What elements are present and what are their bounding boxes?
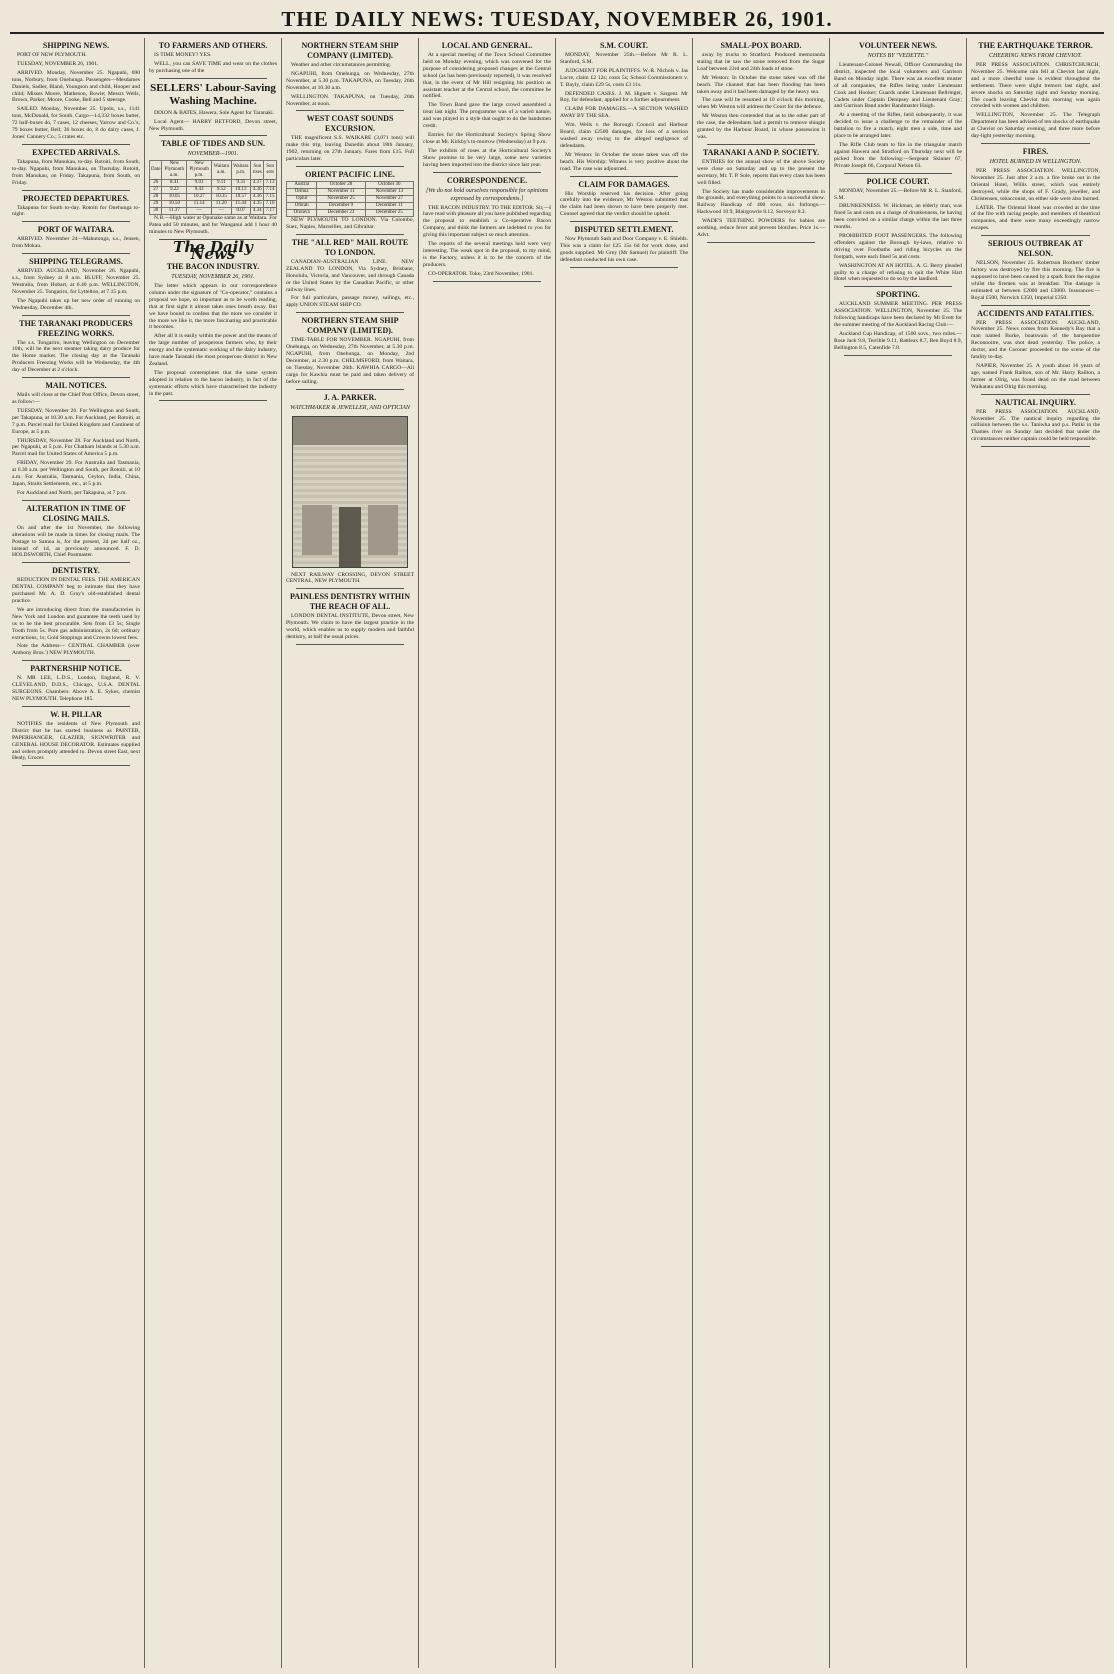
- article-heading: THE TARANAKI PRODUCERS FREEZING WORKS.: [19, 318, 133, 338]
- article-heading: VOLUNTEER NEWS.: [858, 41, 938, 50]
- paragraph: NOTIFIES the residents of New Plymouth and District that he has started business as PAINTER, PAPERHANGER, GLAZIER, SIGNWRITER and GENERAL HOUSE DECORATOR. Estimates supplied and orders promptly attended to. Devon street East, next Healy, Grocer.: [12, 720, 140, 762]
- sailing-row: [287, 196, 414, 203]
- tide-cell: 9.31: [231, 180, 251, 187]
- paragraph: DIXON & BATES, Hawera, Sole Agent for Taranaki.: [154, 109, 275, 116]
- paragraph: For Auckland and North, per Takapuna, at 7 p.m.: [17, 489, 127, 496]
- column-rule: [570, 221, 678, 222]
- paragraph: FRIDAY, November 29. For Australia and Tasmania, at 6.30 a.m. per Wellington and South, per Rotoiti, at 10 a.m. For Australia, Tasmania, Ceylon, India, China, Japan, Straits Settlements, etc., at 5 p.m.: [12, 460, 140, 487]
- article: [286, 393, 414, 590]
- article: [12, 194, 140, 223]
- column-rule: [433, 172, 541, 173]
- paragraph: ARRIVED. November 24—Mahutonga, s.s., Jensen, from Mokau.: [12, 236, 140, 250]
- tide-cell: 9.11: [212, 180, 232, 187]
- tide-row: [150, 208, 277, 215]
- sailing-table: [286, 181, 414, 217]
- article-heading: NORTHERN STEAM SHIP COMPANY (LIMITED).: [301, 316, 399, 336]
- article-heading: EXPECTED ARRIVALS.: [32, 147, 120, 157]
- paragraph: PER PRESS ASSOCIATION. AUCKLAND, November 25. The nautical inquiry regarding the collision between the s.s. Taniwha and p.s. Patiki in the Thames river on Sunday last decided that under the circumstances neither captain could be held responsible.: [971, 408, 1100, 443]
- sailing-cell: November 27: [365, 196, 413, 203]
- paragraph: WELLINGTON. TAKAPUNA, on Tuesday, 26th November, at noon.: [286, 93, 414, 107]
- article-heading: PROJECTED DEPARTURES.: [23, 193, 129, 203]
- column-rule: [296, 312, 404, 313]
- tide-cell: 11.20: [212, 201, 232, 208]
- columns: [8, 38, 1106, 1668]
- article-subheading: [We do not hold ourselves responsible for opinions expressed by correspondents.]: [425, 187, 549, 202]
- paragraph: His Worship reserved his decision. After going carefully into the evidence, Mr Weston submitted that the claim had been shown to have been properly met. Counsel agreed that the verdict should be upheld.: [560, 190, 688, 218]
- article-subheading: HOTEL BURNED IN WELLINGTON.: [989, 158, 1082, 165]
- paragraph: PROHIBITED FOOT PASSENGERS. The following offenders against the Borough by-laws, relative to driving over Footbaths and riding bicycles on the footpath, were each fined 5s and costs.: [834, 233, 962, 260]
- column-rule: [22, 377, 130, 378]
- column-rule: [570, 176, 678, 177]
- tide-cell: 4.34: [251, 208, 264, 215]
- column-rule: [296, 588, 404, 589]
- article: [423, 176, 551, 282]
- paragraph: THE BACON INDUSTRY. TO THE EDITOR. Sir,—I have read with pleasure all you have published regarding the proposal to establish a Co-operative Bacon Company, and think the farmers are indebted to you for giving this important subject so much attention.: [423, 204, 551, 239]
- sailing-row: [287, 203, 414, 210]
- article: [149, 82, 277, 137]
- column-rule: [296, 166, 404, 167]
- paragraph: The reports of the several meetings held were very interesting. The weak spot in the proposal, to my mind, is the Factory, unless it is to be the concern of the producers.: [423, 241, 551, 268]
- shopfront-door: [339, 507, 362, 567]
- paragraph: Auckland Cup Handicap, of 1500 sovs., two miles.—Rose Jack 9.8, Terrible 9.11, Battleax 8.7, Ben Boyd 8.9, Bellington 8.5, Catenfide 7.8.: [834, 331, 962, 351]
- column-rule: [159, 135, 267, 136]
- article-heading: TABLE OF TIDES AND SUN.: [160, 139, 266, 149]
- paragraph: WASHINGTON AT AN HOTEL. A. G. Berry pleaded guilty to a charge of refusing to quit the White Hart Hotel when requested to do so by the landlord.: [834, 262, 962, 283]
- column-2: [145, 38, 282, 1668]
- article-heading: SHIPPING TELEGRAMS.: [29, 257, 123, 267]
- tide-header-cell: Waitara p.m.: [231, 161, 251, 180]
- article: [12, 257, 140, 315]
- paragraph: PORT OF NEW PLYMOUTH.: [17, 52, 87, 58]
- article: [971, 398, 1100, 448]
- tide-row: [150, 201, 277, 208]
- article-heading: CORRESPONDENCE.: [446, 175, 528, 185]
- article: [286, 170, 414, 235]
- tide-cell: 7.15: [265, 194, 275, 200]
- paragraph: N.B.—High water at Opunake same as at Waitara. For Patea add 50 minutes, and for Wanganui add 1 hour 40 minutes to New Plymouth.: [149, 215, 277, 236]
- tide-cell: 10.05: [162, 194, 187, 201]
- tide-cell: 27: [150, 187, 162, 194]
- paragraph: TUESDAY, November 26. For Wellington and South, per Takapuna, at 10.30 a.m. For Auckland, per Rotoiti, at 7 p.m. Parcel mail for United Kingdom and Continent of Europe, at 5 p.m.: [12, 407, 140, 435]
- paragraph: The case will be resumed at 10 o'clock this morning, when Mr Weston will address the Court for the defence.: [697, 97, 825, 111]
- column-rule: [296, 389, 404, 390]
- paragraph: N. MR LEE, L.D.S., London, England, R. V. CLEVELAND, D.D.S., Chicago, U.S.A. DENTAL SURGEONS. Chambers: Above A. E. Sykes, chemist NEW PLYMOUTH. Telephone 185.: [12, 675, 140, 702]
- column-rule: [22, 765, 130, 766]
- paragraph: At a meeting of the Rifles, held subsequently, it was decided to issue a challenge to the remainder of the battalion to fire a match, eight men a side, time and place to be arranged later.: [834, 112, 962, 140]
- paragraph: The exhibits of roses at the Horticultural Society's Show promise to be very large, some new varieties having been imported into the district since last year.: [423, 147, 551, 168]
- article-heading: SERIOUS OUTBREAK AT NELSON.: [988, 239, 1083, 259]
- article: [971, 147, 1100, 236]
- sailing-row: [287, 189, 414, 196]
- tide-cell: 10.13: [231, 187, 251, 194]
- article: [12, 381, 140, 501]
- column-rule: [296, 644, 404, 645]
- article: [971, 309, 1100, 395]
- paragraph: CO-OPERATOR. Toko, 23rd November, 1901.: [428, 270, 534, 277]
- column-rule: [844, 173, 952, 174]
- paragraph: JUDGMENT FOR PLAINTIFFS. W. R. Nichols v. Jas Lucre, claim £2 12s; costs 5s; School Commissioners v. T. Bayly, claim £29 5s, costs £3 11s.: [560, 67, 688, 88]
- article: [834, 290, 962, 355]
- tide-cell: 9.22: [162, 187, 187, 194]
- tide-cell: 7.16: [265, 201, 275, 207]
- sailing-cell: Ophir: [287, 196, 317, 203]
- article-heading: POLICE COURT.: [866, 176, 930, 186]
- article: [12, 664, 140, 707]
- article-subheading: TUESDAY, NOVEMBER 26, 1901.: [171, 273, 255, 280]
- column-rule: [981, 143, 1090, 144]
- tide-row: [150, 194, 277, 201]
- paragraph: SAILED. Monday, November 25. Upolu, s.s., 1141 tons, McDonald, for South. Cargo—14,332 boxes butter, 72 half-boxes do, 7 cases, 12 cheeses, Yarrow and Co.'s; 79 boxes butter, Bell; 36 boxes do, 8 do dairy cases, J. Jones' Cannery Co.; 5 crates etc.: [12, 106, 140, 140]
- paragraph: LONDON DENTAL INSTITUTE, Devon street, New Plymouth. We claim to have the largest practice in the world, which enables us to supply modern and faithful dentistry, at half the usual prices.: [286, 613, 414, 641]
- article-heading: PORT OF WAITARA.: [37, 225, 115, 235]
- column-rule: [296, 234, 404, 235]
- article: [12, 710, 140, 766]
- article-heading: THE BACON INDUSTRY.: [166, 261, 260, 271]
- article: [149, 238, 277, 401]
- tide-cell: 8.41: [162, 180, 187, 187]
- tide-header-cell: New Plymouth p.m.: [187, 161, 212, 180]
- paragraph: NAPIER, November 25. A youth about 16 years of age, named Frank Railton, son of Mr. Harry Railton, a farmer at Olrig, was found dead on the road between Waikatatu and Olrig this morning.: [971, 363, 1100, 390]
- sailing-row: [287, 210, 414, 217]
- tide-cell: 10.57: [231, 194, 251, 201]
- column-rule: [22, 500, 130, 501]
- column-rule: [159, 400, 267, 401]
- article-heading: WEST COAST SOUNDS EXCURSION.: [306, 114, 394, 134]
- paragraph: Entries for the Horticultural Society's Spring Show close at Mr. Kirkby's to-morrow (Wednesday) at 9 p.m.: [423, 131, 551, 145]
- paragraph: away by trucks to Stratford. Produced memoranda stating that he saw the stone removed from the Sugar Loaf between 23rd and 24th loads of stone.: [697, 52, 825, 72]
- paragraph: Takapuna, from Manukau, to-day. Rotoiti, from South, to-day. Ngapuhi, from Manukau, on Thursday. Rotoiti, from Manukau, on Friday. Takapuna, from South, on Friday.: [12, 158, 140, 186]
- article-heading: SPORTING.: [876, 290, 920, 300]
- tide-header-cell: New Plymouth a.m.: [162, 161, 187, 180]
- tide-cell: 4.36: [251, 194, 264, 201]
- tide-cell: 9.43: [187, 187, 212, 194]
- article-heading: S.M. COURT.: [599, 41, 648, 50]
- column-rule: [844, 286, 952, 287]
- paragraph: Local Agent— HARRY RETFORD, Devon street, New Plymouth.: [149, 118, 277, 132]
- tide-cell: —: [187, 208, 212, 215]
- tide-cell: 7.14: [265, 187, 275, 193]
- paragraph: MONDAY, November 25th.—Before Mr R. L. Stanford, S.M.: [560, 52, 688, 65]
- tide-cell: 10.35: [212, 194, 232, 201]
- tide-header-cell: Waitara a.m.: [212, 161, 232, 180]
- article-subheading: WATCHMAKER & JEWELLER, AND OPTICIAN: [290, 404, 410, 411]
- article-heading: ACCIDENTS AND FATALITIES.: [977, 308, 1094, 318]
- column-7: [830, 38, 967, 1668]
- article: [971, 41, 1100, 144]
- paragraph: ENTRIES for the annual show of the above Society were close on Saturday and up to the present the secretary, Mr. T. P. Sole, reports that every class has been well filled.: [697, 158, 825, 186]
- paragraph: WELLINGTON, November 25. The Telegraph Department has been advised of ten shocks of earthquake at Cheviot on Saturday evening, and three more before day-light yesterday morning.: [971, 112, 1100, 140]
- column-rule: [981, 394, 1090, 395]
- column-5: [556, 38, 693, 1668]
- paragraph: The proposal contemplates that the same system adopted in relation to the bacon industry, in fact of the systematic efforts which have characterised the industry in the past.: [149, 369, 277, 397]
- column-rule: [844, 355, 952, 356]
- paragraph: THURSDAY, November 28. For Auckland and North, per Ngapuhi, at 5 p.m. For Chatham Islands at 5.30 a.m. Parcel mail for United States of America 5 p.m.: [12, 437, 140, 458]
- paragraph: MONDAY, November 25.—Before Mr R. L. Stanford, S.M.: [834, 187, 962, 201]
- masthead: [10, 6, 1104, 34]
- paragraph: ARRIVED. Monday, November 25. Ngapuhi, 690 tons, Norbury, from Onehunga. Passengers—Mesdames Daniels, Sadler, Bland, Youngson and child, Hooper and child; Misses Moore, Matheson, Bowie; Messrs Wells, Brown, Parker, Moore, Cooke, Bell and 5 steerage.: [12, 69, 140, 104]
- paragraph: The Town Band gave the large crowd assembled a treat last night. The programme was of a varied nature, and was played in a style that ought to do the bandsmen credit.: [423, 102, 551, 130]
- paragraph: Mr Weston: In October the stone taken was off the beach. His Worship: Witness is very positive about the road. The case was adjourned.: [560, 151, 688, 172]
- article-subheading: NOVEMBER—1901.: [187, 151, 239, 158]
- sailing-cell: Ormuz: [287, 189, 317, 196]
- tide-header-cell: Sun sets: [264, 161, 277, 180]
- article: [12, 566, 140, 661]
- paragraph: NELSON, November 25. Robertson Brothers' timber factory was destroyed by fire this morning. The fire is supposed to have been caused by a spark from the engine whilst the firemen was at breakfast. The damage is estimated at between £2000 and £3000. Insurances:—Royal £500, Norwich £350, Imperial £350.: [971, 260, 1100, 301]
- tide-cell: —: [212, 208, 232, 215]
- article: [560, 41, 688, 177]
- sailing-cell: November 11: [317, 189, 365, 196]
- paragraph: Now Plymouth Sash and Door Company v. E. Shields. This was a claim for £25 15s 6d for work done, and goods supplied. Mr Grey (Mr Samuel) for plaintiff. The defendant conducted his own case.: [560, 236, 688, 263]
- sailing-cell: Omrah: [287, 203, 317, 210]
- paper-title: The Daily News: [173, 238, 253, 264]
- article-heading: MAIL NOTICES.: [45, 381, 107, 391]
- paragraph: We are introducing direct from the manufactories in New York and London and guarantee the teeth used by us to be the best procurable. Sets from £3 5s; Single Tooth from 5s. Pure gas administration, 2s 6d; ordinary extractions, 1s; Gold Stoppings and Crowns lowest fees.: [12, 606, 140, 641]
- column-rule: [22, 562, 130, 563]
- article: [286, 238, 414, 313]
- article: [560, 225, 688, 268]
- article: [286, 592, 414, 645]
- paragraph: DEFENDED CASES. J. M. Hignett v. Sargent. Mr Roy, for defendant, applied for a further adjournment.: [560, 90, 688, 104]
- paragraph: Mails will close at the Chief Post Office, Devon street, as follow:—: [12, 392, 140, 405]
- tide-cell: 4.35: [251, 201, 264, 208]
- sailing-row: [287, 182, 414, 189]
- article: [697, 148, 825, 243]
- paragraph: The Ngapuhi takes up her new order of running on Wednesday, December 4th.: [12, 297, 140, 311]
- paragraph: Mr Weston: In October the stone taken was off the beach. The channel that has been flooding has been taken away and it had been damaged by the heavy sea.: [697, 74, 825, 95]
- article-heading: THE EARTHQUAKE TERROR.: [978, 41, 1093, 50]
- sailing-cell: November 25: [317, 196, 365, 203]
- article-heading: PAINLESS DENTISTRY WITHIN THE REACH OF ALL.: [289, 592, 411, 612]
- paragraph: On and after the 1st November, the following alterations will be made in times for closing mails. The Postage to Samoa is, for the present, 2d per half oz., instead of 1d, as previously announced. F. D. HOLDSWORTH, Chief Postmaster.: [12, 524, 140, 559]
- article-heading: SHIPPING NEWS.: [42, 41, 110, 50]
- tide-cell: 26: [150, 180, 162, 187]
- tide-cell: 4.36: [251, 187, 264, 194]
- column-6: [693, 38, 830, 1668]
- paragraph: Wm. Wells v. the Borough Council and Harbour Board, claim £2500 damages, for loss of a section washed away owing to the alleged negligence of defendants.: [560, 122, 688, 149]
- paragraph: REDUCTION IN DENTAL FEES. THE AMERICAN DENTAL COMPANY beg to intimate that they have purchased Mr. A. D. Gray's old-established dental practice.: [12, 577, 140, 605]
- paragraph: NGAPUHI, from Onehunga, on Wednesday, 27th November, at 5.30 p.m. TAKAPUNA, on Tuesday, 26th November, at 10.30 a.m.: [286, 70, 414, 91]
- sailing-cell: Orotava: [287, 210, 317, 217]
- column-rule: [707, 242, 815, 243]
- column-rule: [22, 660, 130, 661]
- paragraph: DRUNKENNESS. W. Hickman, an elderly man, was fined 5s and costs on a charge of drunkenness, he having been convicted on a similar charge within the last three months.: [834, 203, 962, 231]
- sailing-cell: December 25: [365, 210, 413, 217]
- paragraph: AUCKLAND SUMMER MEETING. PER PRESS ASSOCIATION. WELLINGTON, November 25. The following handicaps have been declared by Mr Evett for the summer meeting of the Auckland Racing Club:—: [834, 301, 962, 329]
- column-3: [282, 38, 419, 1668]
- article-heading: NORTHERN STEAM SHIP COMPANY (LIMITED).: [301, 41, 399, 60]
- tide-cell: 29: [150, 201, 162, 208]
- article: [834, 41, 962, 174]
- column-rule: [22, 253, 130, 254]
- paragraph: The s.s. Tongariro, leaving Wellington on December 10th, will be the next steamer taking dairy produce for the Home market. The closing day at the Taranaki Producers Freezing Works will be Wednesday, the 4th day of December at 2 o'clock.: [12, 339, 140, 374]
- column-rule: [22, 221, 130, 222]
- article-heading: THE "ALL RED" MAIL ROUTE TO LONDON.: [291, 237, 409, 257]
- paragraph: WELL, you can SAVE TIME and wear on the clothes by purchasing one of the: [149, 60, 277, 74]
- column-rule: [433, 281, 541, 282]
- article-heading: PARTNERSHIP NOTICE.: [30, 664, 122, 674]
- article: [834, 177, 962, 288]
- paragraph: PER PRESS ASSOCIATION. WELLINGTON, November 25. Just after 2 a.m. a fire broke out in the Oriental Hotel, Willis street, which was entirely destroyed, while the shops of F. Grady, jeweller, and Christensen, tobacconist, on either side were also burned.: [971, 167, 1100, 202]
- paragraph: PER PRESS ASSOCIATION. CHRISTCHURCH, November 25. Welcome rain fell at Cheviot last night, and a more cheerful tone is evident throughout the settlement. There were slight tremors last night, and severe shocks on Saturday night and Sunday morning. The coach leaving Cheviot this morning was again crowded with women and children.: [971, 62, 1100, 110]
- article: [12, 148, 140, 191]
- article-heading: DENTISTRY.: [52, 566, 100, 576]
- tide-cell: 0.07: [231, 208, 251, 215]
- tide-cell: 11.37: [162, 208, 187, 215]
- article: [12, 319, 140, 379]
- article-heading: NAUTICAL INQUIRY.: [995, 397, 1076, 407]
- column-1: [8, 38, 145, 1668]
- paragraph: At a special meeting of the Town School Committee held on Monday evening, which was convened for the purpose of considering proposed changes at the Central school (as has been previously reported), it was resolved that, in the event of Mr Hill resigning his position as assistant teacher at the Central school, the committee be notified.: [423, 52, 551, 100]
- paragraph: THE magnificent S.S. WAIKARE (3,071 tons) will make this trip, leaving Dunedin about 18th January, 1902, returning on 27th January. Fares from £15. Full particulars later.: [286, 135, 414, 163]
- article-heading: TARANAKI A AND P. SOCIETY.: [702, 147, 820, 157]
- article-heading: J. A. PARKER.: [323, 392, 377, 402]
- tide-row: [150, 180, 277, 187]
- shopfront-win1: [302, 505, 332, 555]
- paragraph: CANADIAN-AUSTRALIAN LINE. NEW ZEALAND TO LONDON, Via Sydney, Brisbane, Honolulu, Victoria, and Vancouver, and through Canada or the United States by the Canadian Pacific, or other railway lines.: [286, 258, 414, 293]
- tide-cell: 11.14: [187, 201, 212, 208]
- shopfront-illustration: [292, 416, 408, 568]
- shopfront-awning: [293, 417, 407, 445]
- article: [971, 239, 1100, 305]
- article-heading: TO FARMERS AND OTHERS.: [158, 41, 268, 50]
- paragraph: NEXT RAILWAY CROSSING, DEVON STREET CENTRAL, NEW PLYMOUTH.: [286, 571, 414, 585]
- paragraph: ARRIVED. AUCKLAND, November 26. Ngapuhi, s.s., from Sydney at 8 a.m. BLUFF, November 25. Westralia, from Hobart, at 6.40 p.m. WELLINGTON, November 25. Tongariro, for Lyttelton, at 7.15 p.m.: [12, 268, 140, 295]
- paragraph: For full particulars, passage money, sailings, etc., apply UNION STEAM SHIP CO.: [286, 295, 414, 309]
- column-rule: [22, 190, 130, 191]
- tide-cell: 7.13: [265, 180, 275, 186]
- paragraph: Mr Weston then contended that as to the other part of the case, the defendants had a permit to remove shingle granted by the Harbour Board, in whose possession it was.: [697, 113, 825, 140]
- paragraph: TUESDAY, NOVEMBER 26, 1901.: [17, 60, 99, 67]
- tide-cell: 7.17: [265, 208, 275, 214]
- tide-cell: 30: [150, 208, 162, 215]
- paragraph: CLAIM FOR DAMAGES.—A SECTION WASHED AWAY BY THE SEA.: [560, 106, 688, 120]
- paragraph: PER PRESS ASSOCIATION. AUCKLAND, November 25. News comes from Kennedy's Bay that a man named Burke, boatswain of the barquentine Reconnoitre, was shot dead yesterday. The police, a doctor, and the Coroner proceeded to the scene of the fatality to-day.: [971, 319, 1100, 361]
- article-subheading: CHEERING NEWS FROM CHEVIOT.: [989, 53, 1082, 59]
- paragraph: The Rifle Club team to fire in the triangular match against Hawera and Stratford on Thursday next will be picked from the following:—Sergeant Skinner 67, Private Joseph 66, Corporal Nelson 63.: [834, 141, 962, 169]
- article-subheading: NOTES BY "VEDETTE.": [867, 53, 929, 59]
- column-rule: [981, 235, 1090, 236]
- article-heading: LOCAL AND GENERAL.: [441, 41, 533, 50]
- column-rule: [981, 305, 1090, 306]
- advert-headline: SELLERS' Labour-Saving Washing Machine.: [150, 81, 276, 107]
- tide-header-row: [150, 161, 277, 180]
- tide-cell: 9.01: [187, 180, 212, 187]
- paragraph: Takapuna for South to-day. Rotoiti for Onehunga to-night.: [12, 204, 140, 218]
- paragraph: Note the Address— CENTRAL CHAMBER (over Anthony Bros.') NEW PLYMOUTH.: [12, 643, 140, 657]
- column-rule: [707, 144, 815, 145]
- article-heading: ORIENT PACIFIC LINE.: [305, 170, 395, 180]
- article: [286, 41, 414, 111]
- column-rule: [22, 706, 130, 707]
- paragraph: NEW PLYMOUTH TO LONDON. Via Colombo, Suez, Naples, Marseilles, and Gibraltar.: [286, 217, 414, 230]
- tide-row: [150, 187, 277, 194]
- tide-cell: 28: [150, 194, 162, 201]
- masthead-title: THE DAILY NEWS: TUESDAY, NOVEMBER 26, 1901.: [281, 6, 833, 31]
- article: [12, 41, 140, 145]
- tide-table: [149, 160, 277, 215]
- sailing-cell: Austral: [287, 182, 317, 189]
- paragraph: Lieutenant-Colonel Newall, Officer Commanding the district, inspected the local volunteers and Garrison Band on Monday night. There was an excellent muster of all companies, the Rifles being under Lieutenant Cook and Hooker; Guards under Lieutenant Bellringer, Cadets under Captain Dempsey and Lieutenant Gray; and Garrison Band under Bandmaster Haigh.: [834, 62, 962, 110]
- article: [149, 139, 277, 240]
- tide-cell: 10.50: [162, 201, 187, 208]
- article-heading: FIRES.: [1022, 146, 1049, 156]
- sailing-cell: November 13: [365, 189, 413, 196]
- sailing-cell: December 9: [317, 203, 365, 210]
- tide-header-cell: Date: [150, 161, 162, 180]
- paragraph: LATER. The Oriental Hotel was crowded at the time of the fire with racing people, and members of theatrical companies, and there were many exceedingly narrow escapes.: [971, 204, 1100, 232]
- tide-cell: 4.37: [251, 180, 264, 187]
- column-4: [419, 38, 556, 1668]
- article: [697, 41, 825, 145]
- column-rule: [159, 78, 267, 79]
- article: [286, 316, 414, 389]
- article: [560, 180, 688, 223]
- paragraph: The Society has made considerable improvements in the grounds, and everything points to a successful show. Railway Handicap of 400 rows, six furlongs.—Hackwood 10.9, Blairgowrie 8.12, Surveyor 8.2.: [697, 188, 825, 216]
- paragraph: WADE'S TEETHING POWDERS for babies are soothing, reduce fever and prevent blotches. Price 1s.—Advt.: [697, 218, 825, 238]
- paragraph: IS TIME MONEY? YES.: [154, 52, 212, 58]
- column-rule: [22, 144, 130, 145]
- paragraph: After all it is easily within the power and the means of the large number of prosperous farmers who, by their energy and the systematic working of the dairy industry, have made Taranaki the most prosperous district in New Zealand.: [149, 333, 277, 367]
- article: [12, 504, 140, 564]
- shopfront-win2: [368, 505, 398, 555]
- sailing-cell: December 11: [365, 203, 413, 210]
- article-heading: CLAIM FOR DAMAGES.: [578, 179, 670, 189]
- column-8: [967, 38, 1104, 1668]
- paragraph: The letter which appears in our correspondence column under the signature of "Co-operator," contains a proposal we hope, so important as to be worth reading, that at first sight it almost takes ones breath away. But we have bound to confess that the more we consider it the more we like it, the more fascinating and practicable it becomes.: [149, 282, 277, 331]
- article: [149, 41, 277, 79]
- column-rule: [570, 267, 678, 268]
- article-heading: SMALL-POX BOARD.: [720, 41, 802, 50]
- article: [286, 114, 414, 167]
- column-rule: [296, 110, 404, 111]
- column-rule: [981, 446, 1090, 447]
- paragraph: Weather and other circumstances permitting.: [291, 62, 392, 68]
- article-heading: DISPUTED SETTLEMENT.: [574, 225, 674, 235]
- paragraph: TIME-TABLE FOR NOVEMBER. NGAPUHI, from Onehunga, on Wednesday, 27th November, at 5.30 p.m. NGAPUHI, from Onehunga, on Monday, 2nd December, at 2.30 p.m. CHELMSFORD, from Waitara, on Tuesday, November 26th. KAWHIA CARGO—All cargo for Kawhia must be paid and taken delivery of before sailing.: [286, 337, 414, 385]
- article: [12, 225, 140, 254]
- sailing-cell: October 28: [317, 182, 365, 189]
- column-rule: [22, 315, 130, 316]
- tide-cell: 11.44: [231, 201, 251, 208]
- tide-header-cell: Sun rises: [251, 161, 264, 180]
- sailing-cell: December 23: [317, 210, 365, 217]
- article-heading: W. H. PILLAR: [50, 709, 102, 719]
- sailing-cell: October 30: [365, 182, 413, 189]
- article-heading: ALTERATION IN TIME OF CLOSING MAILS.: [26, 503, 126, 523]
- article: [423, 41, 551, 173]
- tide-cell: 9.52: [212, 187, 232, 194]
- tide-cell: 10.27: [187, 194, 212, 201]
